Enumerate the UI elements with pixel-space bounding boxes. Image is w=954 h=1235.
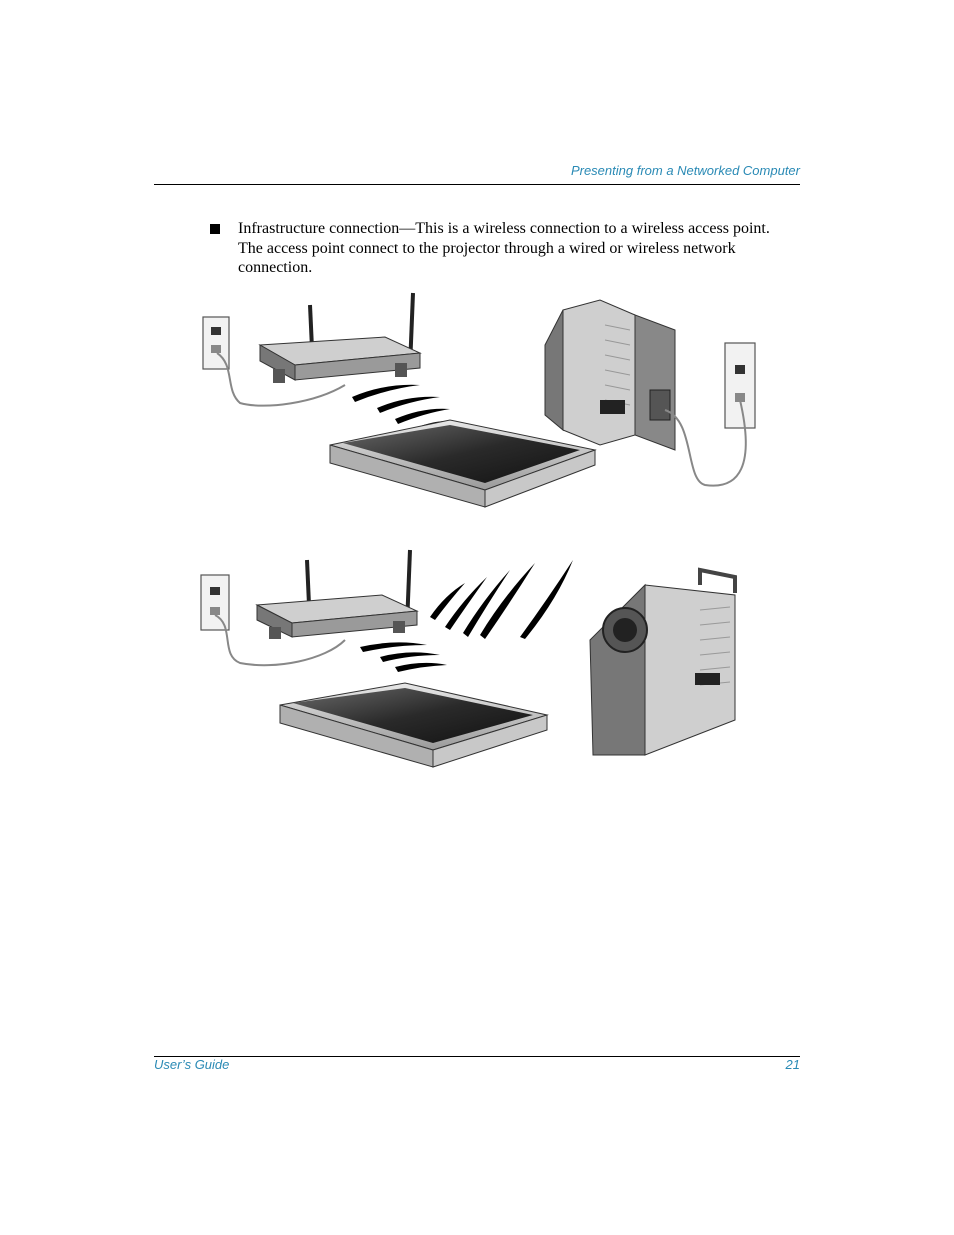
wall-jack-icon [201, 575, 229, 630]
laptop-icon [280, 683, 547, 767]
access-point-icon [260, 293, 420, 383]
laptop-icon [330, 420, 595, 507]
square-bullet-icon [210, 224, 220, 234]
bullet-text: Infrastructure connection—This is a wireless connection to a wireless access point. The access point connect to the projector through a wired or wireless network connection. [238, 220, 770, 276]
projector-icon [590, 570, 735, 755]
bullet-item [210, 219, 780, 278]
wall-jack-icon [725, 343, 755, 428]
header-rule [154, 184, 800, 185]
access-point-icon [257, 550, 417, 639]
wireless-infrastructure-illustration [195, 545, 775, 775]
page-number: 21 [785, 1057, 800, 1072]
footer-guide-name: User’s Guide [154, 1057, 230, 1072]
wireless-signal-icon [430, 560, 573, 639]
footer-rule [154, 1056, 800, 1057]
wired-infrastructure-illustration [195, 285, 775, 515]
projector-icon [545, 300, 675, 450]
running-header: Presenting from a Networked Computer [570, 163, 800, 178]
wireless-signal-icon [360, 642, 447, 672]
